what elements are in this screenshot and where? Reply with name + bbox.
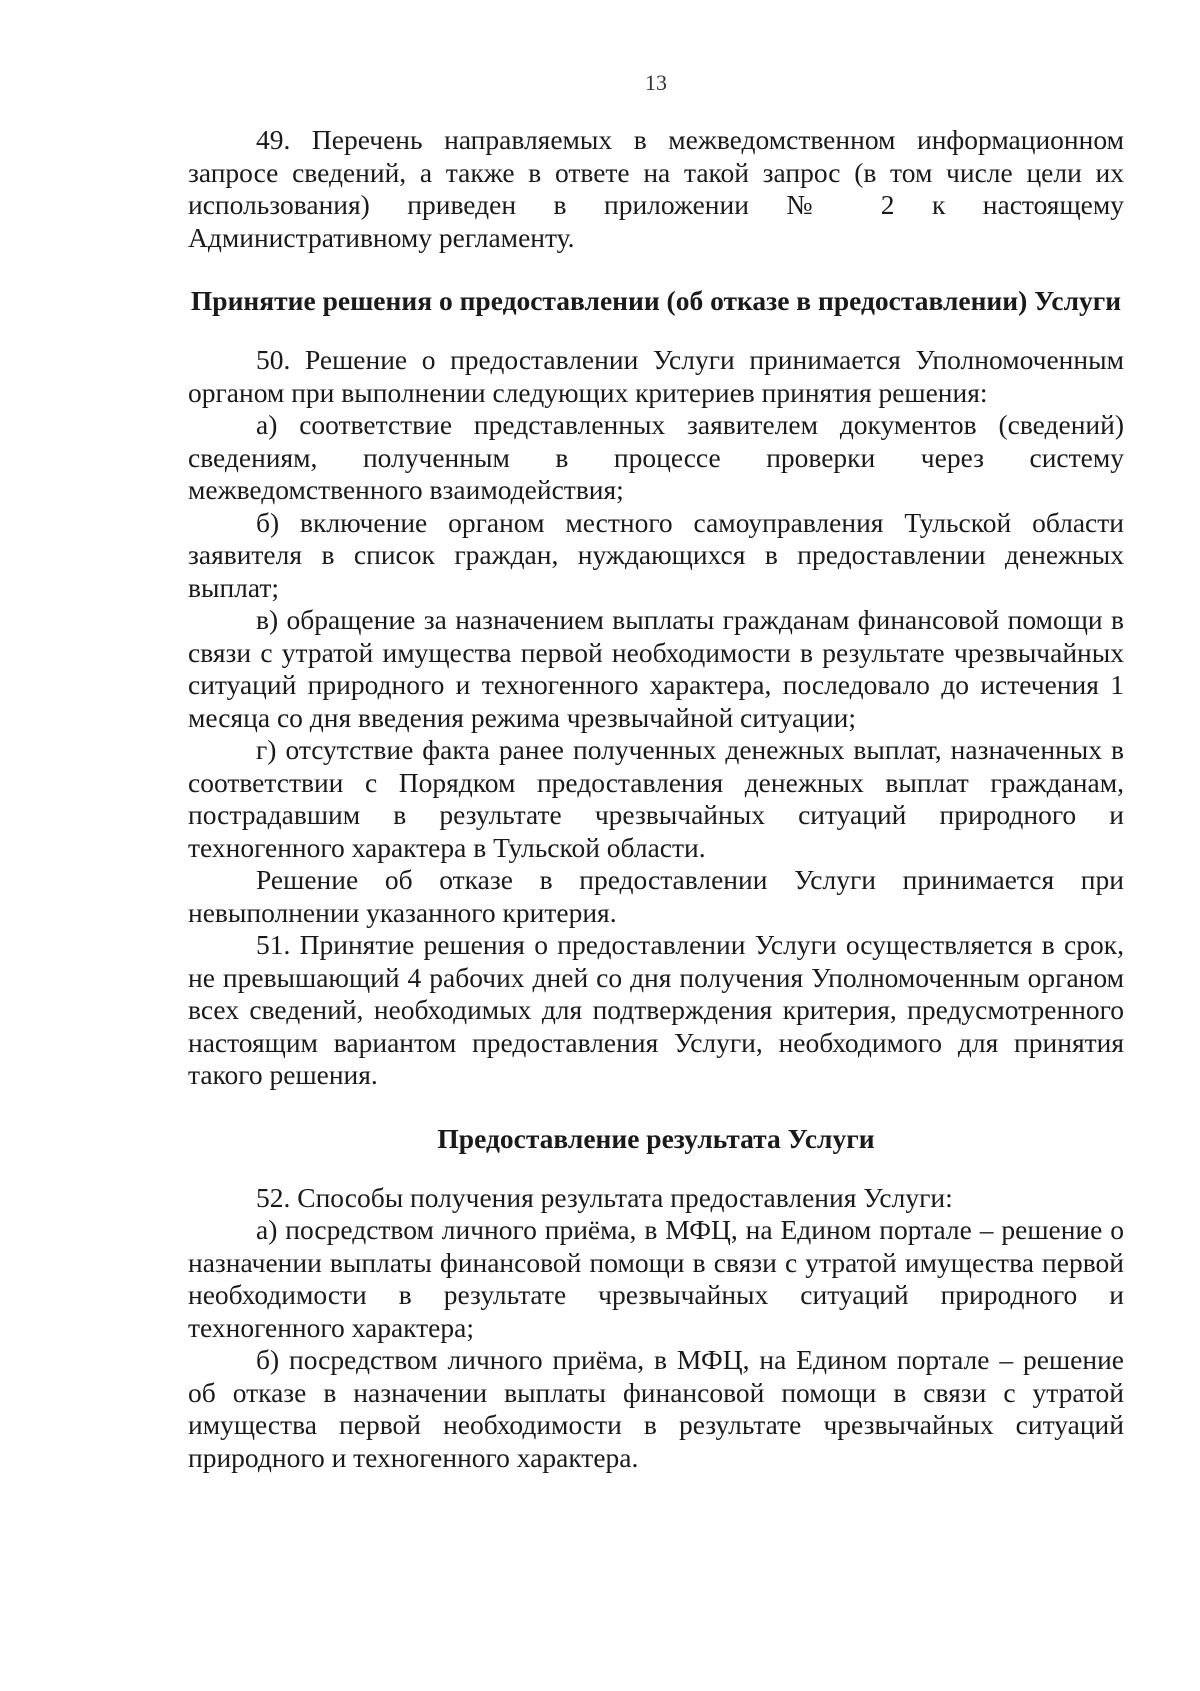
- paragraph-52-b: б) посредством личного приёма, в МФЦ, на Едином портале – решение об отказе в назначении выплаты финансовой помощи в связи с утратой имущества первой необходимости в результате чрезвычайных ситуаций природного и техногенного характера.: [188, 1344, 1124, 1473]
- paragraph-52-a: а) посредством личного приёма, в МФЦ, на Едином портале – решение о назначении выплаты финансовой помощи в связи с утратой имущества первой необходимости в результате чрезвычайных ситуаций природного и техногенного характера;: [188, 1214, 1124, 1343]
- paragraph-50-g: г) отсутствие факта ранее полученных денежных выплат, назначенных в соответствии с Порядком предоставления денежных выплат гражданам, пострадавшим в результате чрезвычайных ситуаций природного и техногенного характера в Тульской области.: [188, 734, 1124, 863]
- paragraph-51: 51. Принятие решения о предоставлении Услуги осуществляется в срок, не превышающий 4 рабочих дней со дня получения Уполномоченным органом всех сведений, необходимых для подтверждения критерия, предусмотренного настоящим вариантом предоставления Услуги, необходимого для принятия такого решения.: [188, 929, 1124, 1090]
- section-heading-decision: Принятие решения о предоставлении (об отказе в предоставлении) Услуги: [190, 285, 1122, 316]
- paragraph-50-a: а) соответствие представленных заявителем документов (сведений) сведениям, полученным в процессе проверки через систему межведомственного взаимодействия;: [188, 409, 1124, 505]
- section-heading-result: Предоставление результата Услуги: [437, 1122, 875, 1154]
- paragraph-50-v: в) обращение за назначением выплаты гражданам финансовой помощи в связи с утратой имущества первой необходимости в результате чрезвычайных ситуаций природного и техногенного характера, последовало до истечения 1 месяца со дня введения режима чрезвычайной ситуации;: [188, 604, 1124, 733]
- paragraph-50: 50. Решение о предоставлении Услуги принимается Уполномоченным органом при выполнении следующих критериев принятия решения:: [188, 344, 1124, 408]
- paragraph-49: 49. Перечень направляемых в межведомственном информационном запросе сведений, а также в ответе на такой запрос (в том числе цели их использования) приведен в приложении № 2 к настоящему Административному регламенту.: [188, 124, 1124, 253]
- paragraph-refusal: Решение об отказе в предоставлении Услуги принимается при невыполнении указанного критерия.: [188, 864, 1124, 928]
- paragraph-52: 52. Способы получения результата предоставления Услуги:: [256, 1181, 953, 1213]
- document-page: [188, 70, 1124, 1474]
- paragraph-50-b: б) включение органом местного самоуправления Тульской области заявителя в список граждан, нуждающихся в предоставлении денежных выплат;: [188, 506, 1124, 603]
- page-number: 13: [645, 70, 667, 95]
